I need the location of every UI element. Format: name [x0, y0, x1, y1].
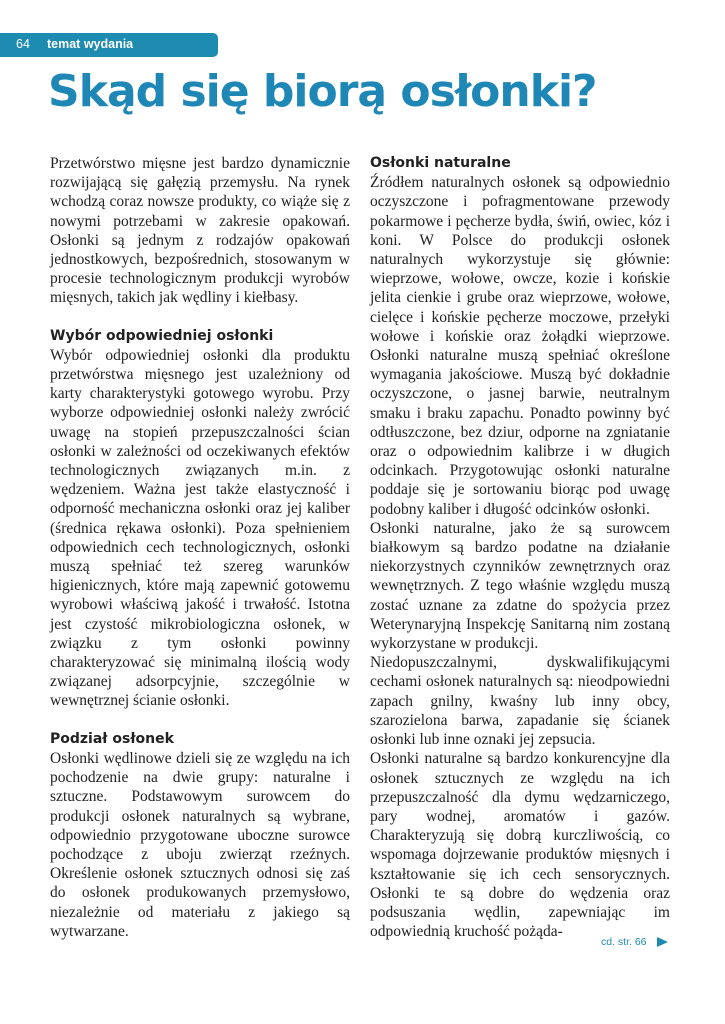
- section-tab: [0, 33, 218, 57]
- page-number: 64: [16, 37, 30, 51]
- section-heading-naturalne: Osłonki naturalne: [370, 155, 511, 171]
- continued-label: cd. str. 66: [601, 936, 647, 948]
- naturalne-paragraph-4: Osłonki naturalne są bardzo konkurencyjne dla osłonek sztucznych ze względu na ich przepuszczalność dla dymu wędzarniczego, pary wodnej, aromatów i gazów. Charakteryzują się dobrą kurczliwością, co wspomaga dojrzewanie produktów mięsnych i kształtowanie się ich cech sensorycznych. Osłonki te są dobre do wędzenia oraz podsuszania wędlin, zapewniając im odpowiednią kruchość pożąda-: [370, 750, 670, 941]
- section-text-wybor: Wybór odpowiedniej osłonki dla produktu przetwórstwa mięsnego jest uzależniony od karty charakterystyki gotowego wyrobu. Przy wyborze odpowiedniej osłonki należy zwrócić uwagę na stopień przepuszczalności ścian osłonki w zależności od oczekiwanych efektów technologicznych związanych m.in. z wędzeniem. Ważna jest także elastyczność i odporność mechaniczna osłonki oraz jej kaliber (średnica rękawa osłonki). Poza spełnieniem odpowiednich cech technologicznych, osłonki muszą spełniać też szereg warunków higienicznych, które mają zapewnić gotowemu wyrobowi właściwą jakość i trwałość. Istotna jest czystość mikrobiologiczna osłonek, w związku z tym osłonki powinny charakteryzować się minimalną ilością wody związanej adsorpcyjnie, szczególnie w wewnętrznej ścianie osłonki.: [50, 346, 350, 710]
- continued-link[interactable]: [601, 936, 668, 948]
- left-column: [50, 154, 350, 941]
- spacer: [50, 308, 350, 327]
- section-heading-wybor: Wybór odpowiedniej osłonki: [50, 327, 274, 344]
- naturalne-paragraph-3: Niedopuszczalnymi, dyskwalifikującymi cechami osłonek naturalnych są: nieodpowiedni zapach gnilny, kwaśny lub inny obcy, szarozielona barwa, zapadanie się ścianek osłonki lub inne oznaki jej zepsucia.: [370, 654, 670, 749]
- section-text-podzial: Osłonki wędlinowe dzieli się ze względu na ich pochodzenie na dwie grupy: naturalne i sztuczne. Podstawowym surowcem do produkcji osłonek naturalnych są wybrane, odpowiednio przygotowane uboczne surowce pochodzące z uboju zwierząt rzeźnych. Określenie osłonek sztucznych odnosi się zaś do osłonek produkowanych przemysłowo, niezależnie od materiału z jakiego są wytwarzane.: [50, 749, 350, 940]
- section-heading-podzial: Podział osłonek: [50, 730, 174, 747]
- section-label: temat wydania: [47, 37, 134, 51]
- naturalne-paragraph-1: Źródłem naturalnych osłonek są odpowiednio oczyszczone i pofragmentowane przewody pokarmowe i pęcherze bydła, świń, owiec, kóz i koni. W Polsce do produkcji osłonek naturalnych wykorzystuje się głównie: wieprzowe, wołowe, owcze, kozie i końskie jelita cienkie i grube oraz wieprzowe, wołowe, cielęce i końskie pęcherze moczowe, przełyki wołowe i końskie oraz żołądki wieprzowe. Osłonki naturalne muszą spełniać określone wymagania jakościowe. Muszą być dokładnie oczyszczone, o jasnej barwie, neutralnym smaku i braku zapachu. Ponadto powinny być odtłuszczone, bez dziur, odporne na zgniatanie oraz o odpowiednim kalibrze i w długich odcinkach. Przygotowując osłonki naturalne poddaje się je sortowaniu biorąc pod uwagę podobny kaliber i długość odcinków osłonki.: [370, 174, 670, 518]
- spacer: [50, 711, 350, 730]
- naturalne-paragraph-2: Osłonki naturalne, jako że są surowcem białkowym są bardzo podatne na działanie niekorzystnych czynników zewnętrznych oraz wewnętrznych. Z tego właśnie względu muszą zostać uznane za zdatne do spożycia przez Weterynaryjną Inspekcję Sanitarną nim zostaną wykorzystane w produkcji.: [370, 519, 670, 653]
- intro-paragraph: Przetwórstwo mięsne jest bardzo dynamicznie rozwijającą się gałęzią przemysłu. Na rynek wchodzą coraz nowsze produkty, co wiąże się z nowymi potrzebami w zakresie opakowań. Osłonki są jednym z rodzajów opakowań jednostkowych, bezpośrednich, stosowanym w procesie technologicznym produkcji wyrobów mięsnych, takich jak wędliny i kiełbasy.: [50, 155, 350, 307]
- article-title: Skąd się biorą osłonki?: [48, 66, 597, 117]
- right-column: [370, 154, 670, 941]
- arrow-right-icon: [657, 937, 668, 947]
